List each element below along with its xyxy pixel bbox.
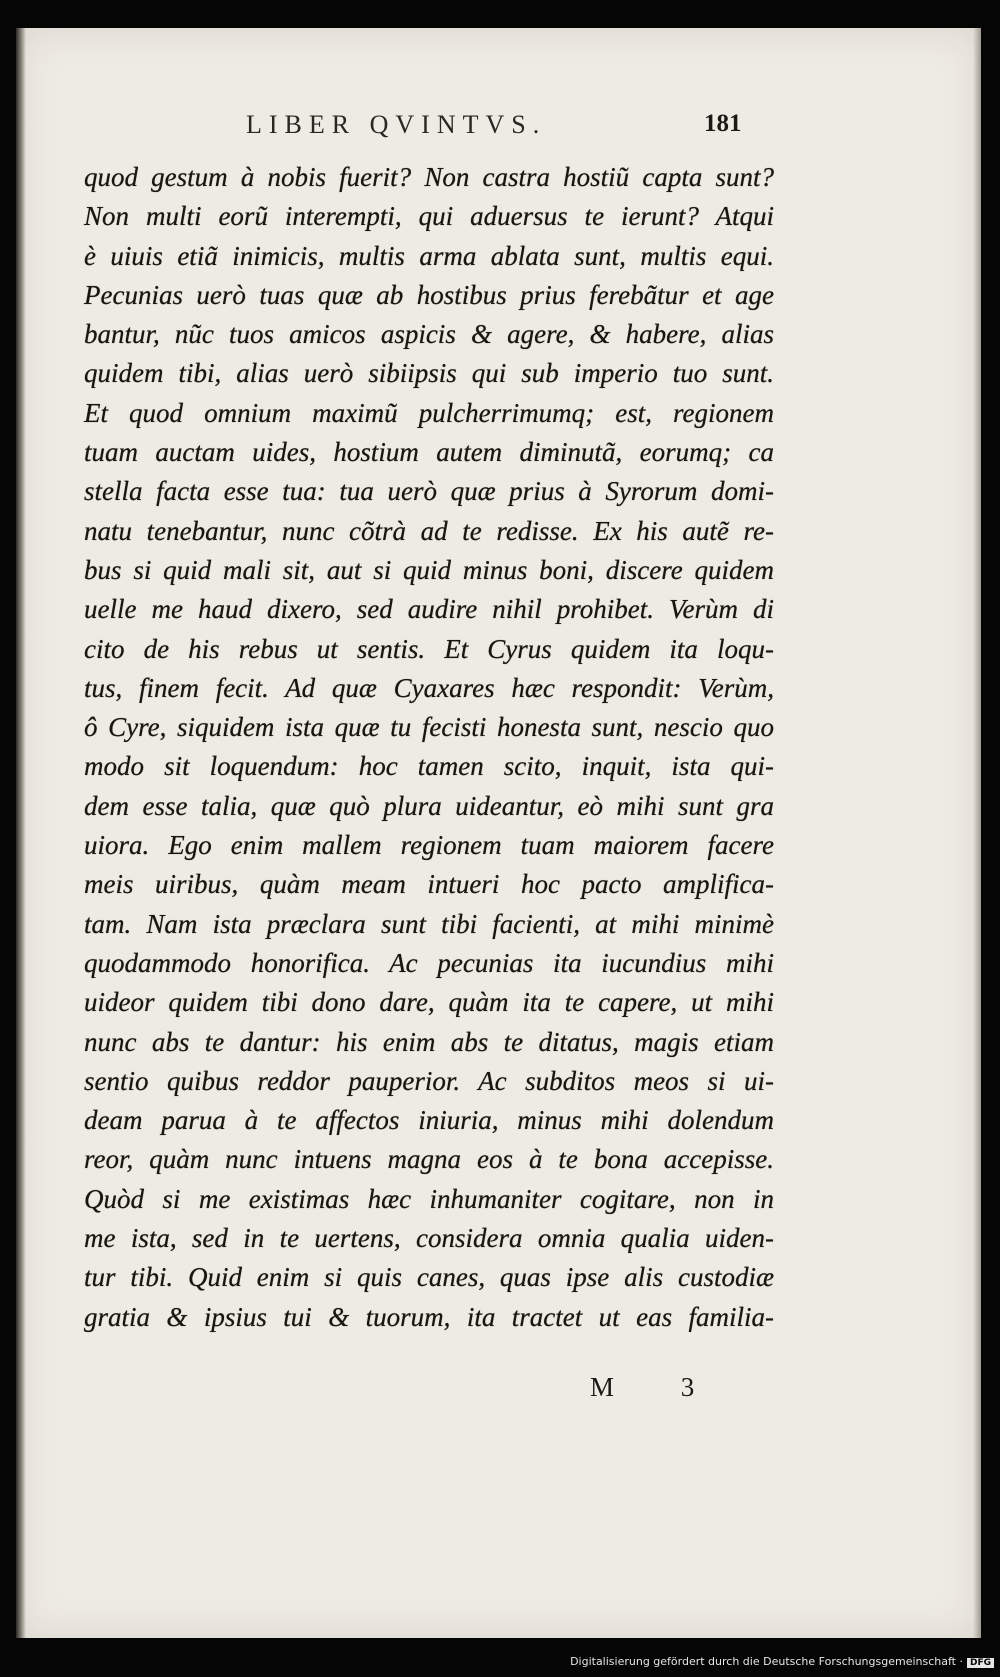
running-head: LIBER QVINTVS. xyxy=(246,110,547,139)
text-line: uideor quidem tibi dono dare, quàm ita te capere, ut mihi xyxy=(84,987,774,1018)
text-line: tam. Nam ista præclara sunt tibi facienti, at mihi minimè xyxy=(84,908,774,939)
dfg-logo: DFG xyxy=(967,1658,994,1668)
text-line: me ista, sed in te uertens, considera omnia qualia uiden- xyxy=(84,1223,774,1254)
text-line: modo sit loquendum: hoc tamen scito, inquit, ista qui- xyxy=(84,751,774,782)
text-line: Pecunias uerò tuas quæ ab hostibus prius ferebãtur et age xyxy=(84,279,774,310)
text-line: deam parua à te affectos iniuria, minus mihi dolendum xyxy=(84,1105,774,1136)
text-line: stella facta esse tua: tua uerò quæ prius à Syrorum domi- xyxy=(84,476,774,507)
text-line: tur tibi. Quid enim si quis canes, quas ipse alis custodiæ xyxy=(84,1262,774,1293)
text-line: cito de his rebus ut sentis. Et Cyrus quidem ita loqu- xyxy=(84,633,774,664)
text-line: gratia & ipsius tui & tuorum, ita tractet ut eas familia- xyxy=(84,1301,774,1332)
book-page xyxy=(16,28,981,1638)
text-line: quidem tibi, alias uerò sibiipsis qui sub imperio tuo sunt. xyxy=(84,358,774,389)
text-line: Et quod omnium maximũ pulcherrimumq; est, regionem xyxy=(84,397,774,428)
text-line: quod gestum à nobis fuerit? Non castra hostiũ capta sunt? xyxy=(84,162,774,192)
text-line: è uiuis etiã inimicis, multis arma ablata sunt, multis equi. xyxy=(84,240,774,271)
text-line: uelle me haud dixero, sed audire nihil prohibet. Verùm di xyxy=(84,594,774,625)
text-line: tus, finem fecit. Ad quæ Cyaxares hæc respondit: Verùm, xyxy=(84,672,774,703)
text-line: Non multi eorũ interempti, qui aduersus te ierunt? Atqui xyxy=(84,201,774,232)
text-line: meis uiribus, quàm meam intueri hoc pacto amplifica- xyxy=(84,869,774,900)
text-line: dem esse talia, quæ quò plura uideantur, eò mihi sunt gra xyxy=(84,790,774,821)
credit-text: Digitalisierung gefördert durch die Deutsche Forschungsgemeinschaft · xyxy=(570,1655,963,1668)
text-line: ô Cyre, siquidem ista quæ tu fecisti honesta sunt, nescio quo xyxy=(84,712,774,743)
text-line: uiora. Ego enim mallem regionem tuam maiorem facere xyxy=(84,830,774,861)
text-line: tuam auctam uides, hostium autem diminutã, eorumq; ca xyxy=(84,437,774,468)
text-line: bus si quid mali sit, aut si quid minus boni, discere quidem xyxy=(84,554,774,585)
text-line: sentio quibus reddor pauperior. Ac subditos meos si ui- xyxy=(84,1065,774,1096)
signature-mark: M 3 xyxy=(590,1372,725,1402)
page-number: 181 xyxy=(704,110,742,137)
text-line: bantur, nũc tuos amicos aspicis & agere, & habere, alias xyxy=(84,319,774,350)
text-line: quodammodo honorifica. Ac pecunias ita iucundius mihi xyxy=(84,947,774,978)
page-left-edge xyxy=(16,28,26,1638)
text-line: reor, quàm nunc intuens magna eos à te bona accepisse. xyxy=(84,1144,774,1175)
text-line: natu tenebantur, nunc cõtrà ad te redisse. Ex his autẽ re- xyxy=(84,515,774,546)
body-text xyxy=(84,158,774,1337)
digitization-credit xyxy=(570,1655,994,1668)
text-line: Quòd si me existimas hæc inhumaniter cogitare, non in xyxy=(84,1183,774,1214)
text-line: nunc abs te dantur: his enim abs te ditatus, magis etiam xyxy=(84,1026,774,1057)
page-right-edge xyxy=(973,28,981,1638)
